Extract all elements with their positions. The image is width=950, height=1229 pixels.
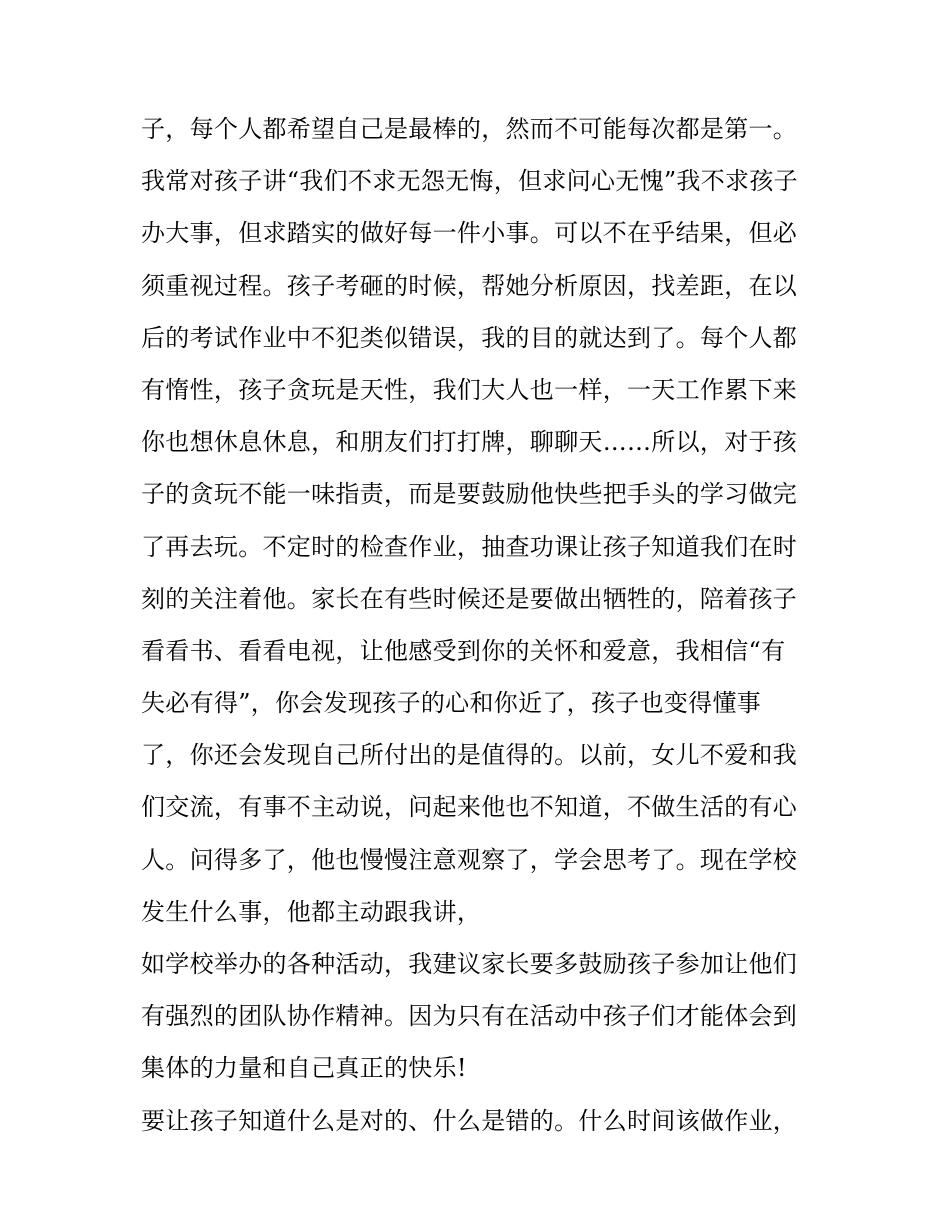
text-line: 们交流，有事不主动说，问起来他也不知道，不做生活的有心 [141, 793, 798, 822]
text-line: 子的贪玩不能一味指责，而是要鼓励他快些把手头的学习做完 [141, 480, 798, 509]
body-text [141, 103, 821, 1147]
text-line: 有惰性，孩子贪玩是天性，我们大人也一样，一天工作累下来 [141, 375, 798, 404]
text-line: 办大事，但求踏实的做好每一件小事。可以不在乎结果，但必 [141, 219, 798, 248]
text-line: 有强烈的团队协作精神。因为只有在活动中孩子们才能体会到 [141, 1002, 798, 1031]
text-line: 人。问得多了，他也慢慢注意观察了，学会思考了。现在学校 [141, 845, 798, 874]
text-line: 我常对孩子讲“我们不求无怨无悔，但求问心无愧”我不求孩子 [141, 167, 798, 196]
text-line: 发生什么事，他都主动跟我讲， [141, 897, 482, 926]
text-line: 刻的关注着他。家长在有些时候还是要做出牺牲的，陪着孩子 [141, 584, 798, 613]
text-line: 了再去玩。不定时的检查作业，抽查功课让孩子知道我们在时 [141, 532, 798, 561]
text-line: 失必有得”，你会发现孩子的心和你近了，孩子也变得懂事 [141, 689, 762, 718]
text-line: 要让孩子知道什么是对的、什么是错的。什么时间该做作业， [141, 1106, 798, 1135]
text-line: 子，每个人都希望自己是最棒的，然而不可能每次都是第一。 [141, 115, 798, 143]
text-line: 了，你还会发现自己所付出的是值得的。以前，女儿不爱和我 [141, 741, 798, 770]
text-line: 须重视过程。孩子考砸的时候，帮她分析原因，找差距，在以 [141, 271, 798, 300]
text-line: 集体的力量和自己真正的快乐! [141, 1054, 467, 1083]
text-line: 你也想休息休息，和朋友们打打牌，聊聊天……所以，对于孩 [141, 428, 798, 457]
text-line: 看看书、看看电视，让他感受到你的关怀和爱意，我相信“有 [141, 636, 786, 665]
text-line: 后的考试作业中不犯类似错误，我的目的就达到了。每个人都 [141, 323, 798, 352]
text-line: 如学校举办的各种活动，我建议家长要多鼓励孩子参加让他们 [141, 950, 798, 978]
